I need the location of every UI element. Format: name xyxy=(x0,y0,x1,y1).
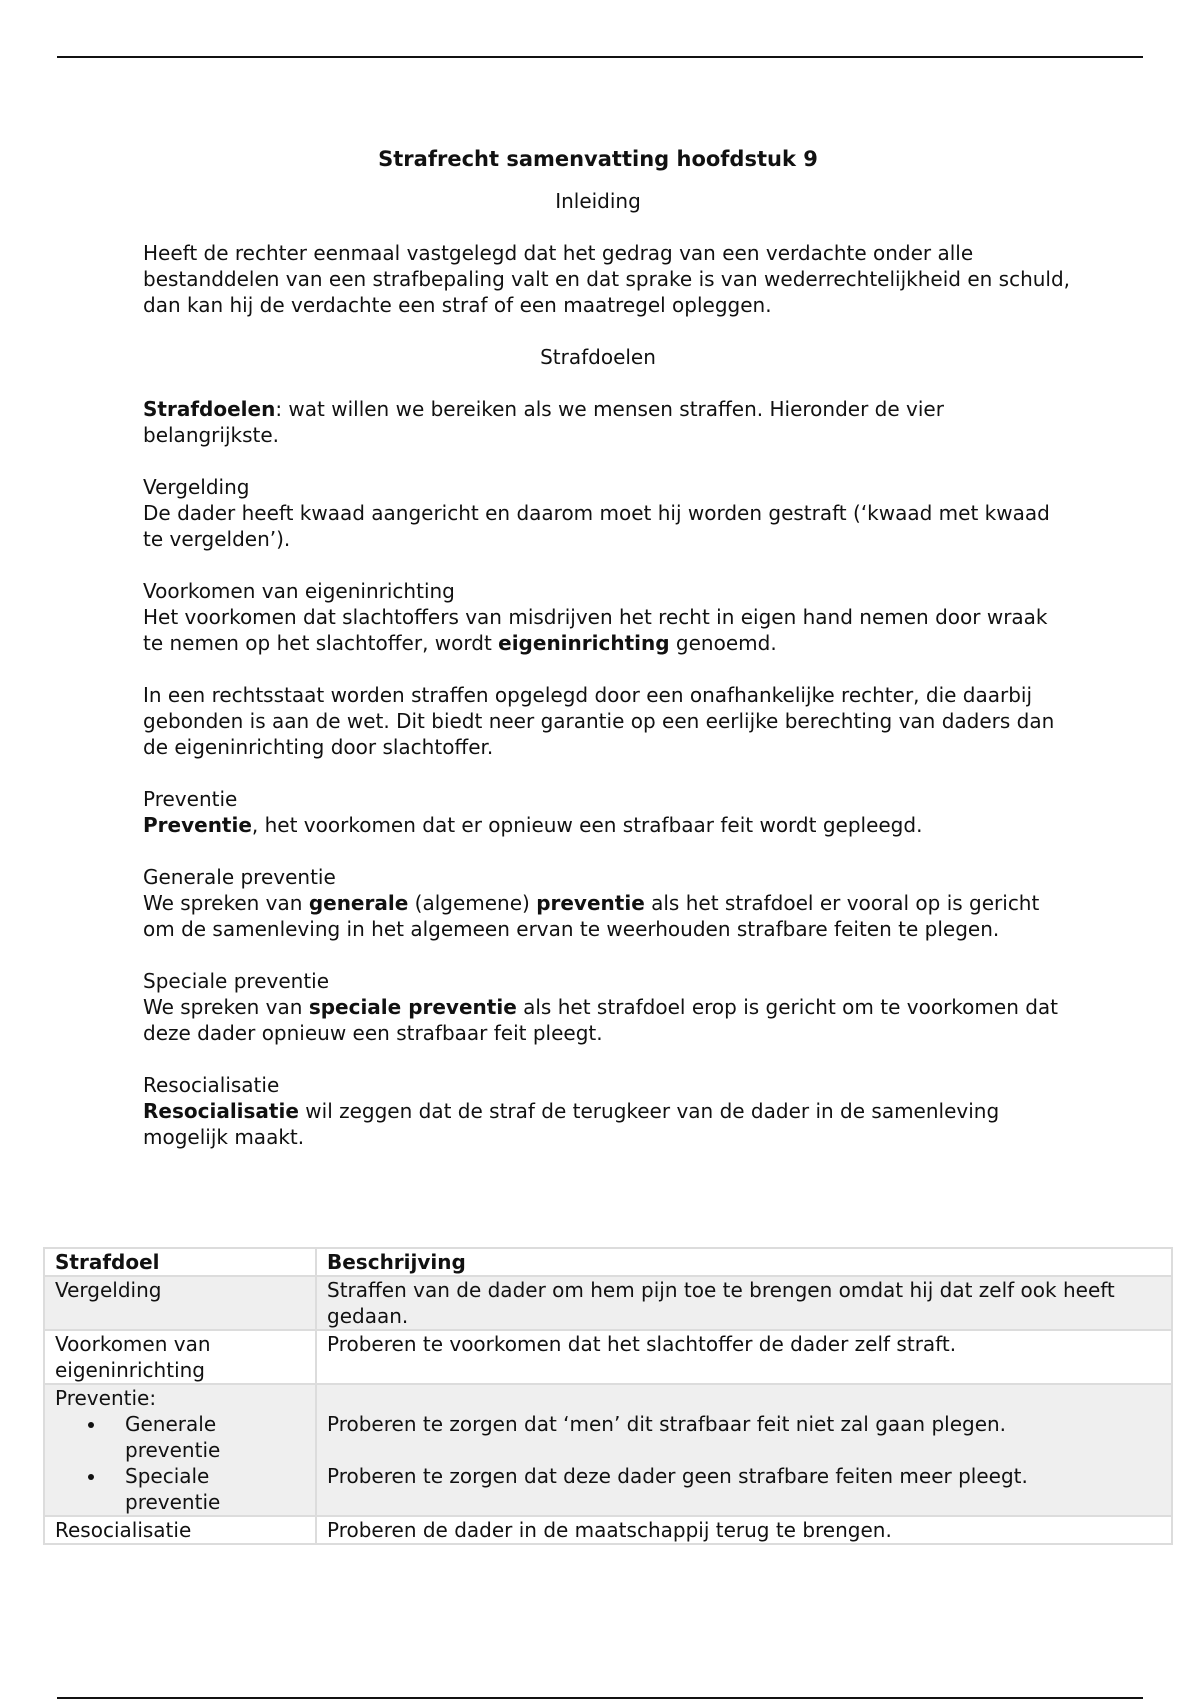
term-resocialisatie: Resocialisatie xyxy=(143,1099,299,1123)
text-preventie: , het voorkomen dat er opnieuw een strafbaar feit wordt gepleegd. xyxy=(251,813,923,837)
term-generale-preventie: preventie xyxy=(536,891,645,915)
text-generale-c: als het strafdoel er vooral op is gericht om de samenleving in het algemeen ervan te weerhouden strafbare feiten te plegen. xyxy=(143,891,1040,941)
list-item-generale: • Generale preventie xyxy=(107,1411,305,1463)
cell-beschrijving-preventie xyxy=(316,1384,1172,1516)
top-rule xyxy=(57,56,1143,58)
table-row xyxy=(44,1384,1172,1516)
term-generale: generale xyxy=(308,891,409,915)
cell-doel-eigenrichting: Voorkomen van eigeninrichting xyxy=(44,1330,316,1384)
heading-resocialisatie: Resocialisatie xyxy=(143,1073,280,1097)
list-item-speciale: • Speciale preventie xyxy=(107,1463,305,1515)
cell-doel-preventie xyxy=(44,1384,316,1516)
term-strafdoelen: Strafdoelen xyxy=(143,397,276,421)
heading-speciale-preventie: Speciale preventie xyxy=(143,969,330,993)
cell-beschrijving-eigenrichting: Proberen te voorkomen dat het slachtoffer de dader zelf straft. xyxy=(316,1330,1172,1384)
heading-eigenrichting: Voorkomen van eigeninrichting xyxy=(143,579,455,603)
preventie-list xyxy=(55,1411,305,1515)
paragraph-strafdoelen xyxy=(143,396,1073,448)
document-title: Strafrecht samenvatting hoofdstuk 9 xyxy=(378,147,818,171)
text-resocialisatie: wil zeggen dat de straf de terugkeer van de dader in de samenleving mogelijk maakt. xyxy=(143,1099,1000,1149)
header-beschrijving-label: Beschrijving xyxy=(327,1250,466,1274)
heading-preventie: Preventie xyxy=(143,787,238,811)
beschrijving-speciale: Proberen te zorgen dat deze dader geen strafbare feiten meer pleegt. xyxy=(327,1464,1028,1488)
text-speciale-a: We spreken van xyxy=(143,995,309,1019)
term-eigenrichting: eigeninrichting xyxy=(498,631,670,655)
text-generale-b: (algemene) xyxy=(408,891,537,915)
paragraph-speciale-preventie xyxy=(143,994,1073,1046)
cell-beschrijving-vergelding: Straffen van de dader om hem pijn toe te brengen omdat hij dat zelf ook heeft gedaan. xyxy=(316,1276,1172,1330)
table-header-row xyxy=(44,1248,1172,1276)
text-speciale-b: als het strafdoel erop is gericht om te voorkomen dat deze dader opnieuw een strafbaar feit pleegt. xyxy=(143,995,1059,1045)
term-preventie: Preventie xyxy=(143,813,252,837)
table-header-beschrijving xyxy=(316,1248,1172,1276)
document-body xyxy=(143,140,1073,1150)
paragraph-inleiding: Heeft de rechter eenmaal vastgelegd dat het gedrag van een verdachte onder alle bestanddelen van een strafbepaling valt en dat sprake is van wederrechtelijkheid en schuld, dan kan hij de verdachte een straf of een maatregel opleggen. xyxy=(143,241,1071,317)
paragraph-vergelding: De dader heeft kwaad aangericht en daarom moet hij worden gestraft (‘kwaad met kwaad te vergelden’). xyxy=(143,501,1050,551)
paragraph-generale-preventie xyxy=(143,890,1073,942)
table-row xyxy=(44,1276,1172,1330)
heading-generale-preventie: Generale preventie xyxy=(143,865,336,889)
table-row xyxy=(44,1516,1172,1544)
table-header-strafdoel xyxy=(44,1248,316,1276)
heading-vergelding: Vergelding xyxy=(143,475,250,499)
bottom-rule xyxy=(57,1697,1143,1699)
paragraph-rechtsstaat: In een rechtsstaat worden straffen opgelegd door een onafhankelijke rechter, die daarbij gebonden is aan de wet. Dit biedt neer garantie op een eerlijke berechting van daders dan de eigeninrichting door slachtoffer. xyxy=(143,683,1055,759)
heading-inleiding: Inleiding xyxy=(555,189,641,213)
header-strafdoel-label: Strafdoel xyxy=(55,1250,160,1274)
cell-beschrijving-resocialisatie: Proberen de dader in de maatschappij terug te brengen. xyxy=(316,1516,1172,1544)
cell-doel-vergelding: Vergelding xyxy=(44,1276,316,1330)
strafdoelen-table xyxy=(43,1247,1173,1545)
text-eigenrichting-a: Het voorkomen dat slachtoffers van misdrijven het recht in eigen hand nemen door wraak te nemen op het slachtoffer, wordt xyxy=(143,605,1048,655)
table-row xyxy=(44,1330,1172,1384)
paragraph-resocialisatie xyxy=(143,1098,1073,1150)
cell-doel-resocialisatie: Resocialisatie xyxy=(44,1516,316,1544)
text-strafdoelen: : wat willen we bereiken als we mensen straffen. Hieronder de vier belangrijkste. xyxy=(143,397,944,447)
paragraph-eigenrichting xyxy=(143,604,1073,656)
text-eigenrichting-b: genoemd. xyxy=(669,631,777,655)
beschrijving-generale: Proberen te zorgen dat ‘men’ dit strafbaar feit niet zal gaan plegen. xyxy=(327,1412,1007,1436)
term-speciale-preventie: speciale preventie xyxy=(308,995,517,1019)
heading-strafdoelen: Strafdoelen xyxy=(540,345,656,369)
text-generale-a: We spreken van xyxy=(143,891,309,915)
paragraph-preventie xyxy=(143,812,1073,838)
cell-doel-preventie-label: Preventie: xyxy=(55,1386,157,1410)
